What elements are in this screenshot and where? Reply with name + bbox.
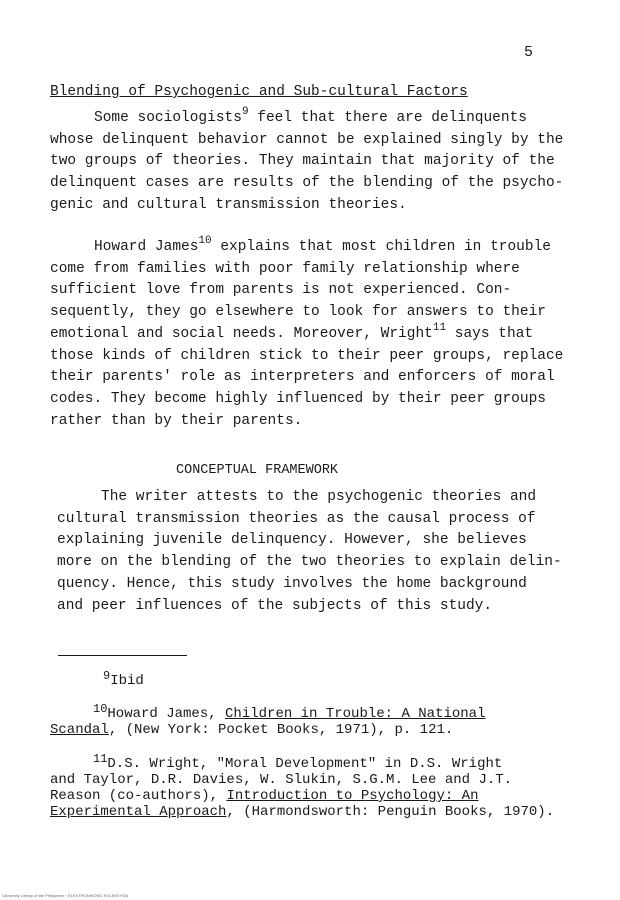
footnote-divider [58, 655, 187, 656]
text-line: their parents' role as interpreters and enforcers of moral [50, 369, 555, 386]
text-line: rather than by their parents. [50, 412, 303, 429]
text-line: cultural transmission theories as the causal process of [57, 510, 536, 527]
text-line: two groups of theories. They maintain that majority of the [50, 153, 555, 170]
footnote-10: $^{10}$Howard James, Children in Trouble: A National [93, 702, 486, 722]
archive-footer: University Library of the Philippines · ELEKTRONIKONG KOLEKSYON [2, 893, 129, 898]
text-line: and peer influences of the subjects of this study. [57, 597, 493, 614]
text-line: come from families with poor family relationship where [50, 260, 520, 277]
footnote-ref-9: 9 [241, 106, 249, 118]
text-line: explaining juvenile delinquency. However, she believes [57, 532, 527, 549]
footnote-11-line2: and Taylor, D.R. Davies, W. Slukin, S.G.M. Lee and J.T. [50, 772, 513, 788]
footnote-11-line4: Experimental Approach, (Harmondsworth: Penguin Books, 1970). [50, 804, 555, 820]
text-line: Some sociologists$^9$ feel that there are delinquents [94, 106, 527, 126]
footnote-11: $^{11}$D.S. Wright, "Moral Development" in D.S. Wright [93, 752, 503, 772]
footnote-ref-10: 10 [198, 235, 212, 247]
text-line: codes. They become highly influenced by their peer groups [50, 390, 546, 407]
page-number: 5 [524, 44, 534, 61]
text-line: those kinds of children stick to their peer groups, replace [50, 347, 564, 364]
section-heading-conceptual-framework: CONCEPTUAL FRAMEWORK [176, 463, 339, 478]
text-line: The writer attests to the psychogenic theories and [101, 489, 537, 505]
text-line: Howard James$^{10}$ explains that most children in trouble [94, 235, 551, 255]
section-heading-blending: Blending of Psychogenic and Sub-cultural Factors [50, 84, 468, 100]
text-line: emotional and social needs. Moreover, Wright$^{11}$ says that [50, 321, 534, 342]
footnote-ref-11: 11 [432, 321, 447, 334]
text-line: sufficient love from parents is not experienced. Con- [50, 282, 512, 299]
text-line: quency. Hence, this study involves the home background [57, 575, 527, 592]
text-line: more on the blending of the two theories to explain delin- [57, 554, 562, 571]
paragraph-howard-james [50, 235, 564, 432]
footnote-9: $^9$Ibid [103, 669, 144, 689]
footnote-10-cont: Scandal, (New York: Pocket Books, 1971), p. 121. [50, 722, 454, 738]
paragraph-framework [57, 487, 567, 617]
paragraph-sociologists [50, 106, 564, 217]
text-line: sequently, they go elsewhere to look for answers to their [50, 304, 546, 321]
text-line: genic and cultural transmission theories. [50, 196, 407, 213]
footnote-11-line3: Reason (co-authors), Introduction to Psychology: An [50, 788, 479, 804]
text-line: delinquent cases are results of the blending of the psycho- [50, 175, 564, 192]
text-line: whose delinquent behavior cannot be explained singly by the [50, 131, 564, 148]
